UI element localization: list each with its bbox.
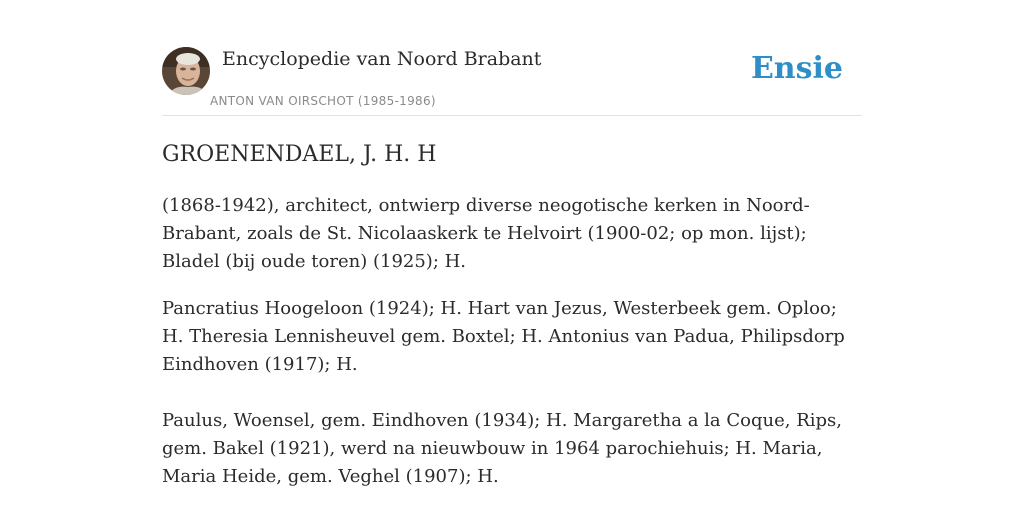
site-header	[162, 45, 862, 116]
site-title[interactable]: Encyclopedie van Noord Brabant	[222, 48, 542, 70]
article-paragraph: (1868-1942), architect, ontwierp diverse neogotische kerken in Noord-Brabant, zoals de St. Nicolaaskerk te Helvoirt (1900-02; op mon. lijst); Bladel (bij oude toren) (1925); H.	[162, 195, 810, 272]
avatar-portrait-icon	[162, 47, 210, 95]
article-paragraph: Pancratius Hoogeloon (1924); H. Hart van Jezus, Westerbeek gem. Oploo; H. Theresia Lennisheuvel gem. Boxtel; H. Antonius van Padua, Philipsdorp Eindhoven (1917); H.	[162, 298, 845, 375]
article-paragraph: Paulus, Woensel, gem. Eindhoven (1934); H. Margaretha a la Coque, Rips, gem. Bakel (1921), werd na nieuwbouw in 1964 parochiehuis; H. Maria, Maria Heide, gem. Veghel (1907); H.	[162, 410, 842, 487]
author-name[interactable]: ANTON VAN OIRSCHOT (1985-1986)	[210, 94, 436, 108]
author-avatar[interactable]	[162, 47, 210, 95]
brand-logo[interactable]: Ensie	[750, 51, 843, 86]
page-title: GROENENDAEL, J. H. H	[162, 142, 437, 167]
